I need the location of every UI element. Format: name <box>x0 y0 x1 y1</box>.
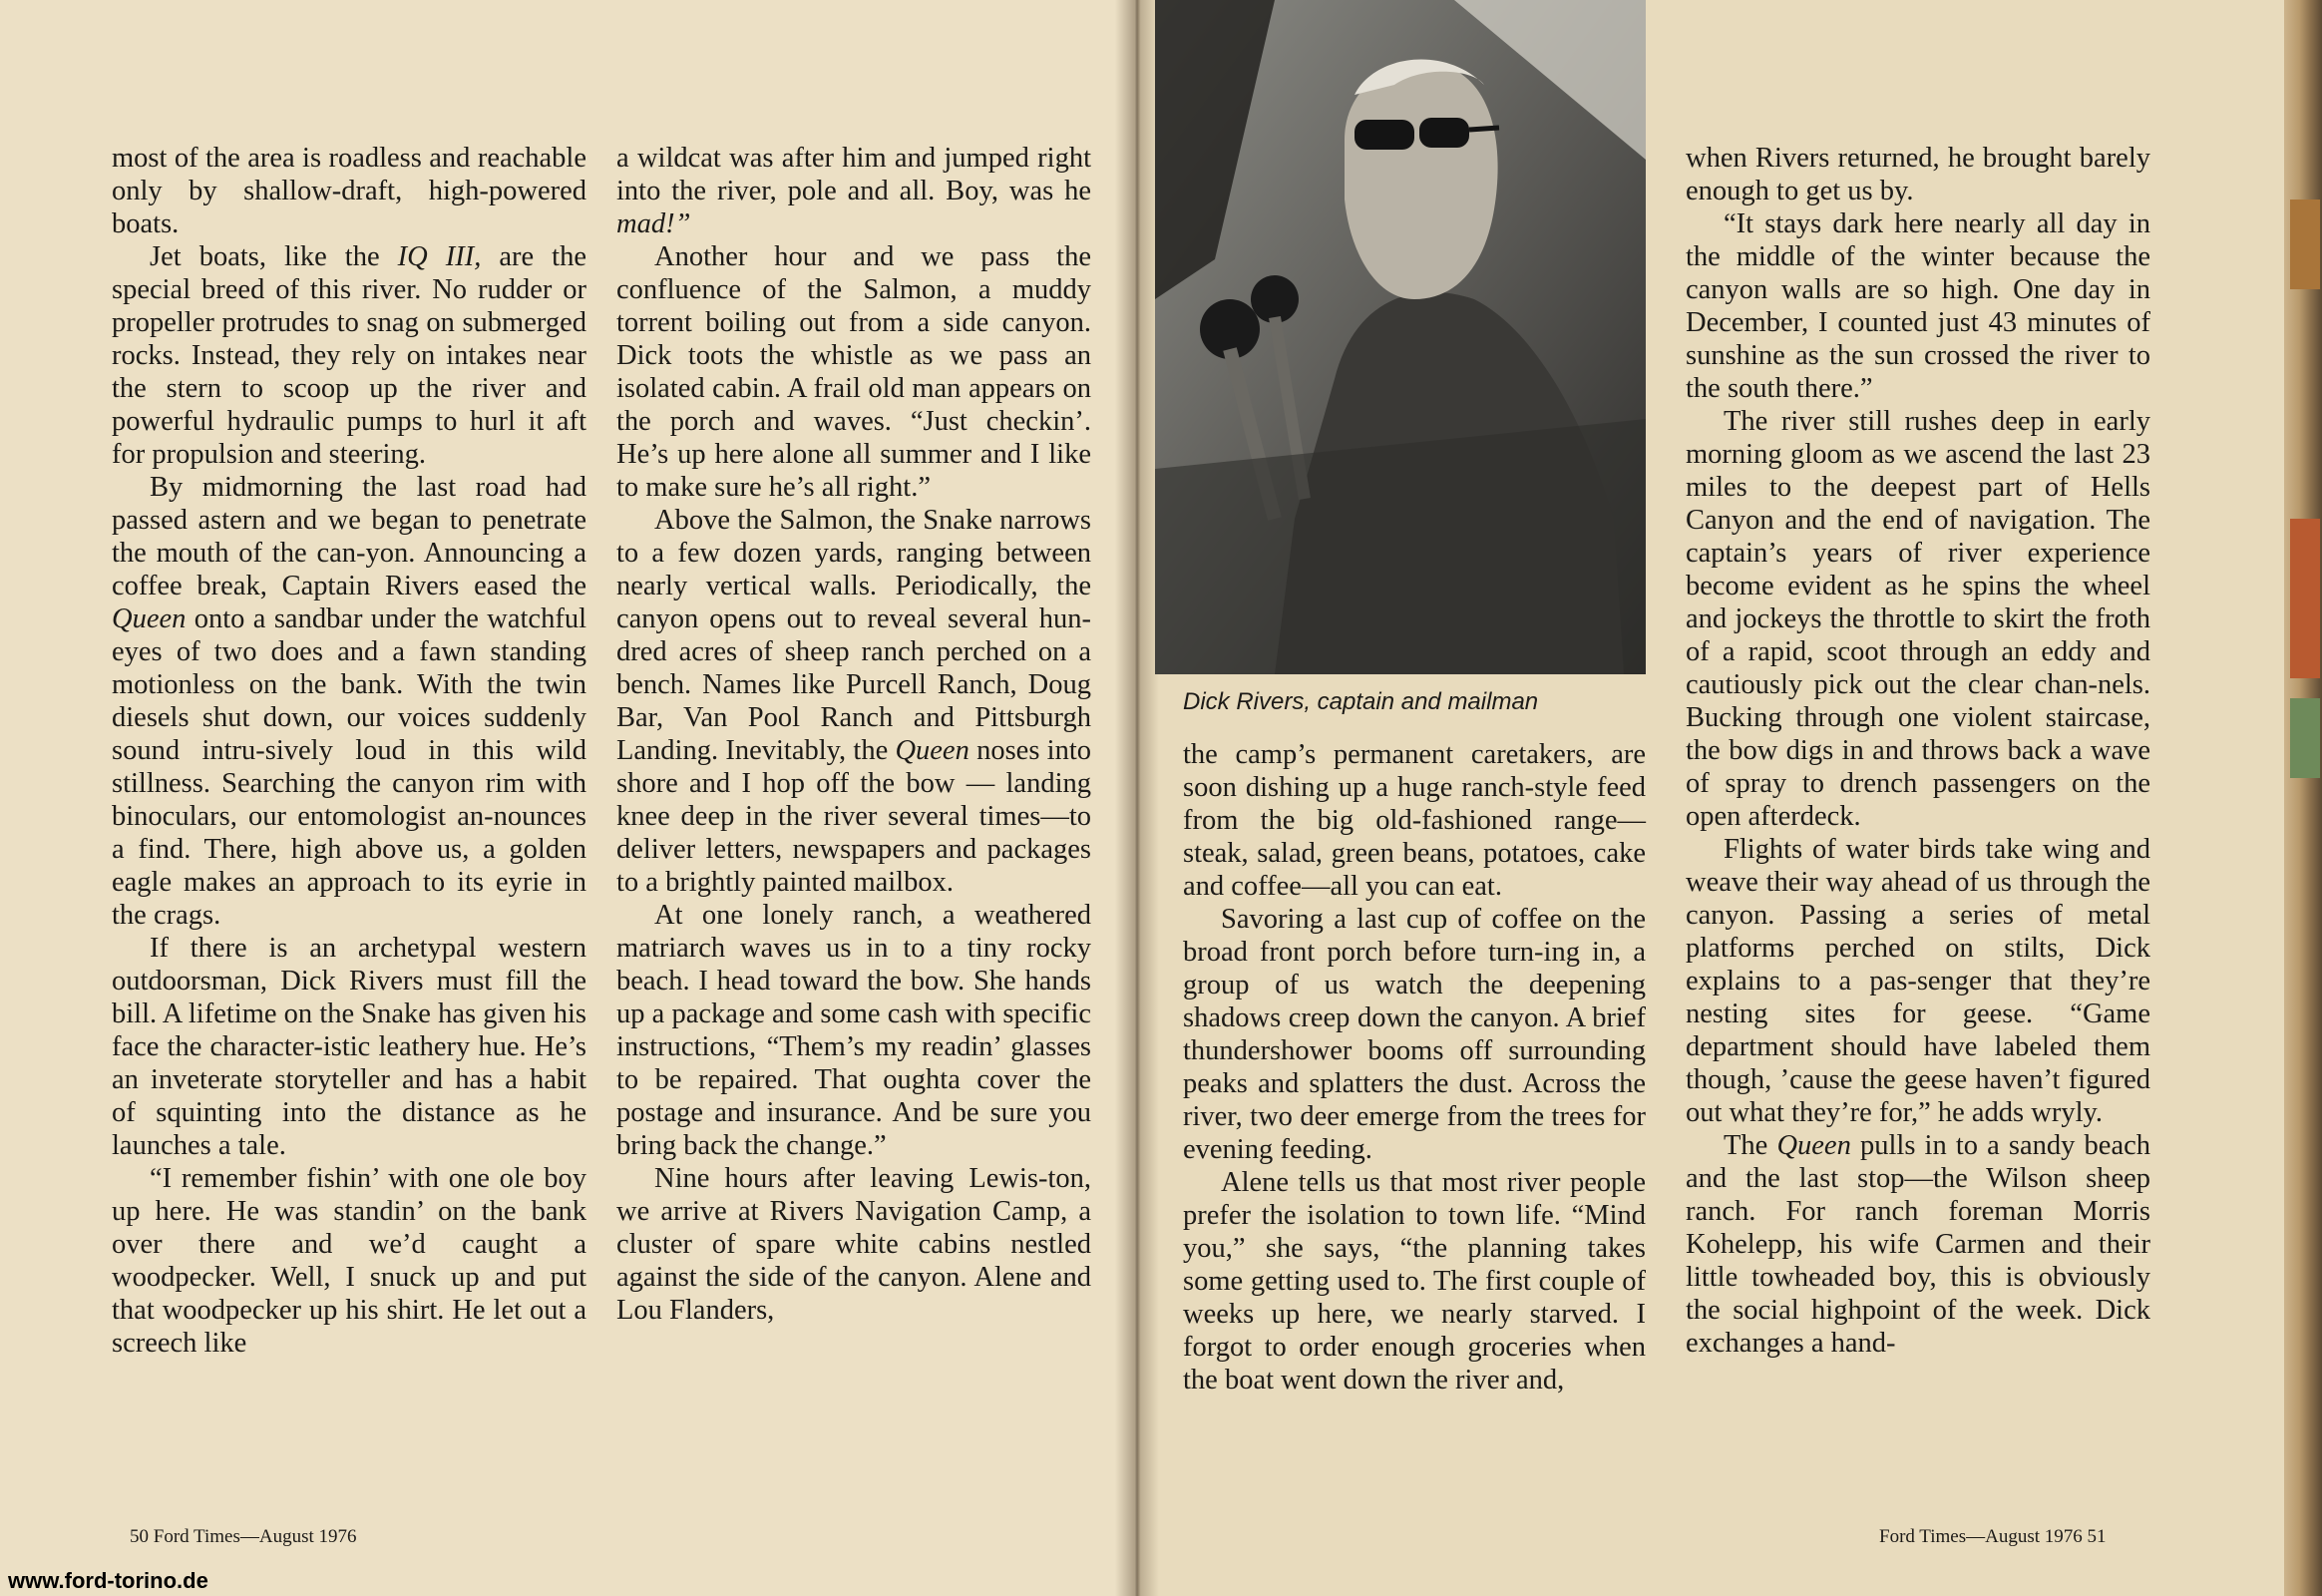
paragraph: The river still rushes deep in early morning gloom as we ascend the last 23 miles to the deepest part of Hells Canyon and the end of navigation. The captain’s years of river experience become evident as he spins the wheel and jockeys the throttle to skirt the froth of a rapid, scoot through an eddy and cautiously pick out the clear chan-nels. Bucking through one violent staircase, the bow digs in and throws back a wave of spray to drench passengers on the open afterdeck. <box>1686 406 2150 832</box>
paragraph: Savoring a last cup of coffee on the broad front porch before turn-ing in, a group of us watch the deepening shadows creep down the canyon. A brief thundershower booms off surrounding peaks and splatters the dust. Across the river, two deer emerge from the trees for evening feeding. <box>1183 904 1646 1165</box>
paragraph: “I remember fishin’ with one ole boy up here. He was standin’ on the bank over there and we’d caught a woodpecker. Well, I snuck up and put that woodpecker up his shirt. He let out a screech like <box>112 1163 586 1359</box>
paragraph: At one lonely ranch, a weathered matriarch waves us in to a tiny rocky beach. I head toward the bow. She hands up a package and some cash with specific instructions, “Them’s my readin’ glasses to be repaired. That oughta cover the postage and insurance. And be sure you bring back the change.” <box>616 900 1091 1161</box>
left-column-2 <box>616 142 1091 1327</box>
paragraph: Above the Salmon, the Snake narrows to a few dozen yards, ranging between nearly vertical walls. Periodically, the canyon opens out to reveal several hun-dred acres of sheep ranch perched on a bench. Names like Purcell Ranch, Doug Bar, Van Pool Ranch and Pittsburgh Landing. Inevitably, the Queen noses into shore and I hop off the bow — landing knee deep in the river several times—to deliver letters, newspapers and packages to a brightly painted mailbox. <box>616 505 1091 898</box>
portrait-photo-illustration <box>1155 0 1646 674</box>
paragraph: Nine hours after leaving Lewis-ton, we arrive at Rivers Navigation Camp, a cluster of spare white cabins nestled against the side of the canyon. Alene and Lou Flanders, <box>616 1163 1091 1326</box>
paragraph: Another hour and we pass the confluence of the Salmon, a muddy torrent boiling out from a side canyon. Dick toots the whistle as we pass an isolated cabin. A frail old man appears on the porch and waves. “Just checkin’. He’s up here alone all summer and I like to make sure he’s all right.” <box>616 241 1091 503</box>
paragraph: the camp’s permanent caretakers, are soon dishing up a huge ranch-style feed from the big old-fashioned range—steak, salad, green beans, potatoes, cake and coffee—all you can eat. <box>1183 739 1646 902</box>
paragraph: The Queen pulls in to a sandy beach and the last stop—the Wilson sheep ranch. For ranch foreman Morris Kohelepp, his wife Carmen and their little towheaded boy, this is obviously the social highpoint of the week. Dick exchanges a hand- <box>1686 1130 2151 1359</box>
right-column-2 <box>1686 142 2150 1360</box>
next-page-edge <box>2284 0 2322 1596</box>
paragraph: If there is an archetypal western outdoorsman, Dick Rivers must fill the bill. A lifetime on the Snake has given his face the character-istic leathery hue. He’s an inveterate storyteller and has a habit of squinting into the distance as he launches a tale. <box>112 933 586 1161</box>
left-column-1 <box>112 142 586 1360</box>
paragraph: Flights of water birds take wing and weave their way ahead of us through the canyon. Passing a series of metal platforms perched on stilts, Dick explains to a pas-senger that they’re nesting sites for geese. “Game department should have labeled them though, ’cause the geese haven’t figured out what they’re for,” he adds wryly. <box>1686 834 2150 1128</box>
paragraph: “It stays dark here nearly all day in the middle of the winter because the canyon walls are so high. One day in December, I counted just 43 minutes of sunshine as the sun crossed the river to the south there.” <box>1686 208 2150 404</box>
right-column-1 <box>1183 738 1646 1396</box>
paragraph: when Rivers returned, he brought barely enough to get us by. <box>1686 143 2150 206</box>
paragraph: Alene tells us that most river people prefer the isolation to town life. “Mind you,” she says, “the planning takes some getting used to. The first couple of weeks up here, we nearly starved. I forgot to order enough groceries when the boat went down the river and, <box>1183 1167 1646 1396</box>
folio-left: 50 Ford Times—August 1976 <box>130 1526 357 1547</box>
paragraph: most of the area is roadless and reachable only by shallow-draft, high-powered boats. <box>112 143 586 239</box>
paragraph: a wildcat was after him and jumped right into the river, pole and all. Boy, was he mad!” <box>616 143 1091 239</box>
paragraph: Jet boats, like the IQ III, are the special breed of this river. No rudder or propeller protrudes to snag on submerged rocks. Instead, they rely on intakes near the stern to scoop up the river and powerful hydraulic pumps to hurl it aft for propulsion and steering. <box>112 241 586 470</box>
watermark: www.ford-torino.de <box>8 1568 208 1593</box>
page-gutter <box>1115 0 1159 1596</box>
photo-dick-rivers <box>1155 0 1646 674</box>
folio-right: Ford Times—August 1976 51 <box>1879 1526 2107 1547</box>
photo-caption: Dick Rivers, captain and mailman <box>1183 688 1539 715</box>
paragraph: By midmorning the last road had passed astern and we began to penetrate the mouth of the can-yon. Announcing a coffee break, Captain Rivers eased the Queen onto a sandbar under the watchful eyes of two does and a fawn standing motionless on the bank. With the twin diesels shut down, our voices suddenly sound intru-sively loud in this wild stillness. Searching the canyon rim with binoculars, our entomologist an-nounces a find. There, high above us, a golden eagle makes an approach to its eyrie in the crags. <box>112 472 586 931</box>
